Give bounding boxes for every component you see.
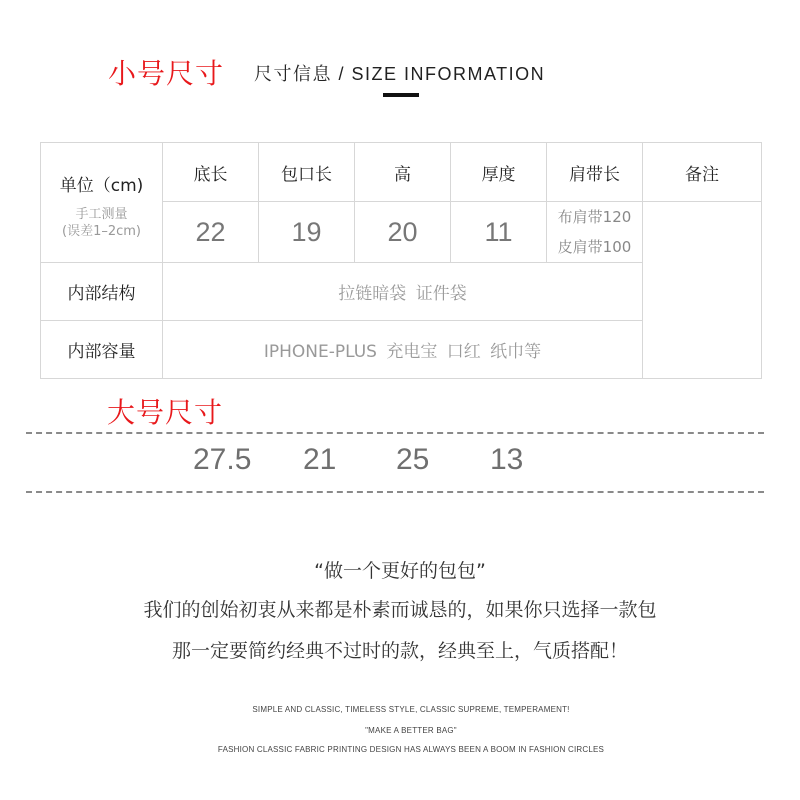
column-header-thickness: 厚度 [451,143,547,202]
size-table [40,142,762,379]
measure-note-line1: 手工测量 [75,207,128,222]
large-value-height: 25 [396,443,430,476]
value-bottom-length: 22 [163,202,259,263]
header-underline [383,93,419,97]
measure-note [41,206,162,240]
large-value-thickness: 13 [490,443,524,476]
row-label-internal-capacity: 内部容量 [41,321,163,379]
column-header-strap-length: 肩带长 [547,143,643,202]
slogan-line-2: 我们的创始初衷从来都是朴素而诚恳的，如果你只选择一款包 [143,599,657,621]
strap-fabric: 布肩带120 [557,208,632,226]
value-height: 20 [355,202,451,263]
footer-line-1: SIMPLE AND CLASSIC, TIMELESS STYLE, CLASSIC SUPREME, TEMPERAMENT! [252,705,570,714]
footer-line-2: "MAKE A BETTER BAG" [365,726,457,735]
value-opening-length: 19 [259,202,355,263]
row-value-internal-capacity: IPHONE-PLUS 充电宝 口红 纸巾等 [163,321,643,379]
unit-cell [41,143,163,263]
large-value-opening-length: 21 [303,443,337,476]
measure-note-line2: (误差1–2cm) [62,224,141,239]
row-label-internal-structure: 内部结构 [41,263,163,321]
small-size-title: 小号尺寸 [108,57,225,90]
row-value-internal-structure: 拉链暗袋 证件袋 [163,263,643,321]
large-size-title: 大号尺寸 [107,396,224,429]
column-header-height: 高 [355,143,451,202]
column-header-opening-length: 包口长 [259,143,355,202]
slogan-line-3: 那一定要简约经典不过时的款，经典至上，气质搭配！ [171,640,628,662]
strap-leather: 皮肩带100 [557,238,632,256]
column-header-notes: 备注 [643,143,762,202]
value-strap-length [547,202,643,263]
unit-label: 单位（cm) [59,176,144,196]
slogan-quote: “做一个更好的包包” [314,560,486,582]
notes-cell [643,202,762,379]
value-thickness: 11 [451,202,547,263]
large-value-bottom-length: 27.5 [193,443,252,476]
footer-line-3: FASHION CLASSIC FABRIC PRINTING DESIGN HAS ALWAYS BEEN A BOOM IN FASHION CIRCLES [217,745,605,754]
dashed-divider-top [26,432,764,434]
dashed-divider-bottom [26,491,764,493]
size-information-header: 尺寸信息 / SIZE INFORMATION [254,64,546,84]
column-header-bottom-length: 底长 [163,143,259,202]
